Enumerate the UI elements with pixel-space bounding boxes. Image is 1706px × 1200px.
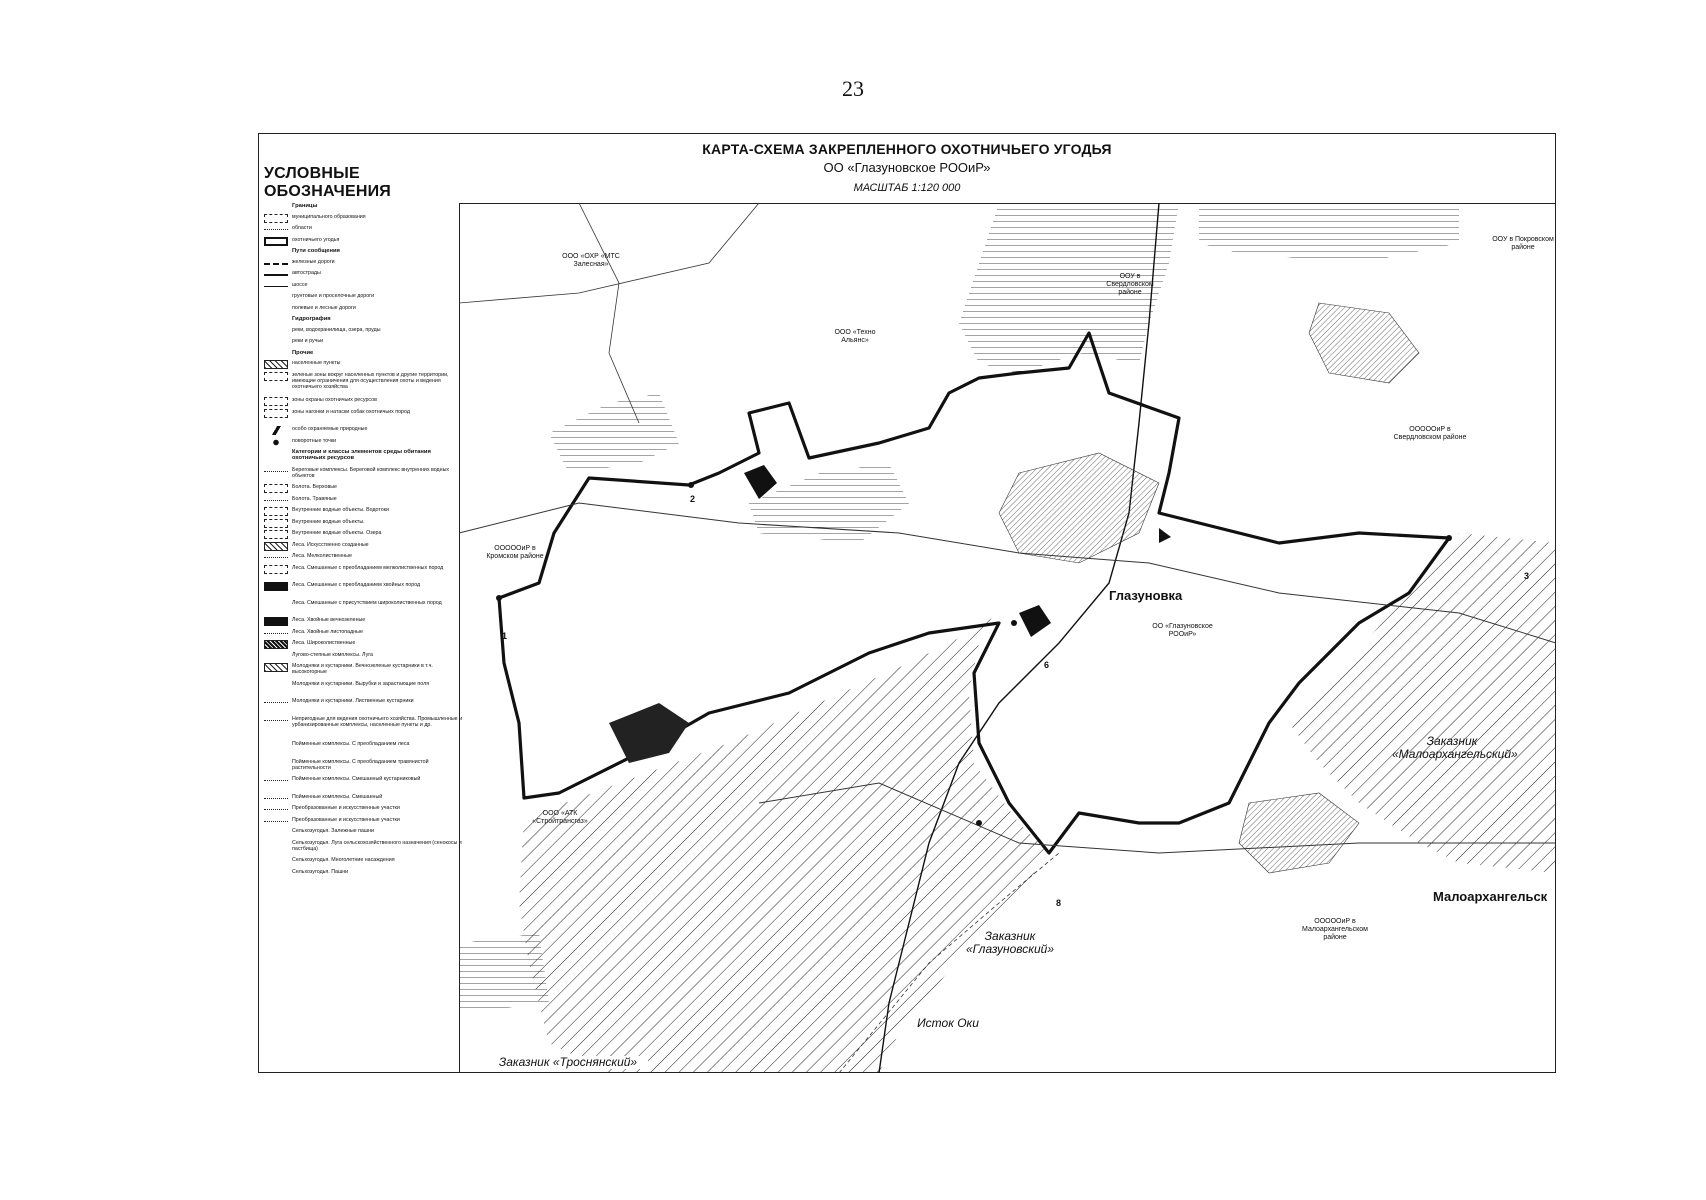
- legend-item-label: Границы: [292, 203, 318, 209]
- legend-item: [264, 372, 464, 396]
- legend-item: [264, 817, 464, 827]
- forest-dark-east: [1019, 605, 1051, 637]
- legend-item-label: Гидрография: [292, 316, 331, 322]
- legend-title: УСЛОВНЫЕ ОБОЗНАЧЕНИЯ: [264, 165, 391, 200]
- legend-item-label: зоны охраны охотничьих ресурсов: [292, 397, 377, 403]
- legend-item-label: Леса. Смешанные с присутствием широколиственных пород: [292, 599, 442, 606]
- label-ooooor-maloarkh: ОООООиР в Малоархангельском районе: [1302, 918, 1368, 941]
- legend-item-label: Пойменные комплексы. С преобладанием леса: [292, 741, 410, 747]
- legend-symbol-icon: [264, 305, 288, 314]
- legend-symbol-icon: [264, 360, 288, 369]
- legend-item: [264, 565, 464, 581]
- legend-item-label: Пути сообщения: [292, 248, 340, 254]
- marker-triangle: [1159, 528, 1171, 543]
- legend-item-label: Пойменные комплексы. С преобладанием травянистой растительности: [292, 758, 429, 771]
- legend-item: [264, 203, 464, 212]
- legend-item-label: Сельхозугодья. Луга сельскохозяйственного назначения (сенокосы и пастбища): [292, 839, 462, 852]
- legend-symbol-icon: [264, 274, 288, 276]
- legend-item-label: Лугово-степные комплексы. Луга: [292, 651, 373, 658]
- legend-symbol-icon: [264, 805, 288, 810]
- legend-symbol-icon: [264, 869, 288, 878]
- legend-item-label: Непригодные для ведения охотничьего хозяйства. Промышленные и урбанизированные комплексы, населенные пункты и др.: [292, 715, 463, 728]
- legend-item: [264, 530, 464, 540]
- legend-item-label: Сельхозугодья. Пашни: [292, 868, 349, 875]
- legend-symbol-icon: [264, 698, 288, 703]
- neighbour-centre-strip: [749, 463, 909, 543]
- legend-item-label: Болота. Верховые: [292, 484, 338, 490]
- settlement-atk: [609, 703, 689, 763]
- map-title: КАРТА-СХЕМА ЗАКРЕПЛЕННОГО ОХОТНИЧЬЕГО УГОДЬЯ: [702, 141, 1112, 157]
- legend-list: [264, 203, 464, 879]
- legend-item-label: Пойменные комплексы. Смешанный кустарниковый: [292, 776, 421, 782]
- legend-item: [264, 282, 464, 292]
- legend-item-label: населенные пункты: [292, 360, 341, 366]
- legend-item-label: железные дороги: [292, 258, 335, 265]
- label-zakaznik-maloarkh: Заказник «Малоархангельский»: [1392, 734, 1518, 761]
- legend-symbol-icon: [264, 203, 288, 212]
- legend-item: [264, 305, 464, 315]
- legend-symbol-icon: [264, 327, 288, 336]
- label-ooooor-sverdlovsk: ОООООиР в Свердловском районе: [1393, 426, 1467, 441]
- legend-symbol-icon: [264, 507, 288, 516]
- legend-item-label: поворотные точки: [292, 437, 337, 444]
- legend-item: [264, 248, 464, 257]
- legend-item-label: области: [292, 225, 312, 231]
- legend-symbol-icon: [264, 617, 288, 626]
- legend-symbol-icon: [264, 397, 288, 406]
- legend-item: [264, 857, 464, 867]
- legend-symbol-icon: [264, 640, 288, 649]
- turning-point-1: 1: [502, 631, 508, 641]
- legend-symbol-icon: [264, 438, 288, 447]
- legend-symbol-icon: [264, 817, 288, 822]
- neighbour-west-strip: [549, 393, 679, 473]
- legend-item: [264, 776, 464, 792]
- legend-item-label: охотничьего угодья: [292, 236, 340, 243]
- legend-item: [264, 270, 464, 280]
- legend-symbol-icon: [264, 857, 288, 866]
- legend-symbol-icon: [264, 225, 288, 230]
- label-oo-glazunovskoe: ОО «Глазуновское РООиР»: [1152, 623, 1213, 638]
- legend-item: [264, 484, 464, 494]
- legend-item: [264, 214, 464, 224]
- legend-item: [264, 519, 464, 529]
- legend-item-label: Пойменные комплексы. Смешанный: [292, 793, 383, 800]
- legend-symbol-icon: [264, 553, 288, 558]
- legend-item: [264, 652, 464, 662]
- legend-item: [264, 360, 464, 370]
- label-tekhno: ООО «Техно Альянс»: [834, 329, 876, 344]
- legend-item: [264, 716, 464, 740]
- legend-item: [264, 741, 464, 757]
- legend-symbol-icon: [264, 663, 288, 672]
- legend-item-label: Леса. Смешанные с преобладанием мелколиственных пород: [292, 564, 444, 571]
- legend-symbol-icon: [264, 681, 288, 690]
- page-number: 23: [842, 76, 864, 101]
- legend-item-label: Леса. Мелколиственные: [292, 553, 352, 559]
- settlement-maloarkhangelsk: [1239, 793, 1359, 873]
- legend-item-label: полевые и лесные дороги: [292, 304, 356, 311]
- legend-symbol-icon: [264, 652, 288, 661]
- legend-item-label: Молодняки и кустарники. Вырубки и зарастающие поля: [292, 680, 430, 687]
- legend-item: [264, 600, 464, 616]
- legend-item: [264, 237, 464, 247]
- label-istok-oki: Исток Оки: [917, 1016, 979, 1030]
- legend-item-label: особо охраняемые природные: [292, 426, 368, 432]
- legend-item: [264, 293, 464, 303]
- legend-symbol-icon: [264, 449, 288, 458]
- legend-item: [264, 759, 464, 775]
- legend-item-label: Леса. Искусственно созданные: [292, 541, 369, 548]
- legend-item: [264, 507, 464, 517]
- reserve-zone-glazunovsky: [519, 603, 1049, 1073]
- legend-symbol-icon: [264, 542, 288, 551]
- settlement-glazunovka: [999, 453, 1159, 563]
- legend-item-label: реки, водохранилища, озера, пруды: [292, 326, 381, 333]
- legend-item-label: Леса. Широколиственные: [292, 640, 356, 646]
- legend-item: [264, 438, 464, 448]
- legend-item-label: Болота. Травяные: [292, 495, 337, 502]
- legend-item-label: Сельхозугодья. Залежные пашни: [292, 828, 375, 834]
- legend-symbol-icon: [264, 214, 288, 223]
- legend-symbol-icon: [264, 316, 288, 325]
- legend-item: [264, 327, 464, 337]
- turning-point-3: 3: [1524, 571, 1530, 581]
- legend-item-label: грунтовые и проселочные дороги: [292, 293, 375, 299]
- legend-symbol-icon: [264, 741, 288, 750]
- legend-symbol-icon: [264, 293, 288, 302]
- turning-point-8: 8: [1056, 898, 1062, 908]
- label-atk: ООО «АТК «Стройтрансгаз»: [532, 810, 588, 825]
- legend-item: [264, 640, 464, 650]
- legend-symbol-icon: [264, 794, 288, 799]
- legend-symbol-icon: [264, 496, 288, 501]
- legend-item: [264, 350, 464, 359]
- legend-item-label: Леса. Смешанные с преобладанием хвойных пород: [292, 582, 421, 588]
- label-maloarkhangelsk: Малоархангельск: [1433, 889, 1548, 904]
- legend-symbol-icon: [264, 409, 288, 418]
- legend-item-label: Прочие: [292, 349, 314, 356]
- legend-symbol-icon: [264, 286, 288, 288]
- legend-item-label: автострады: [292, 270, 321, 276]
- legend-symbol-icon: [264, 600, 288, 609]
- legend-item-label: Сельхозугодья. Многолетние насаждения: [292, 857, 395, 863]
- legend-item: [264, 496, 464, 506]
- legend-item-label: Внутренние водные объекты. Озера: [292, 530, 382, 536]
- legend-item: [264, 225, 464, 235]
- legend-item-label: муниципального образования: [292, 213, 366, 220]
- label-ooooor-kromsk: ОООООиР в Кромском районе: [486, 545, 544, 560]
- legend-symbol-icon: [264, 629, 288, 634]
- legend-item-label: Категории и классы элементов среды обитания охотничьих ресурсов: [292, 449, 431, 461]
- legend-item-label: Леса. Хвойные листопадные: [292, 628, 363, 635]
- legend-item: [264, 617, 464, 627]
- label-zakaznik-trosnyan: Заказник «Троснянский»: [488, 1056, 648, 1069]
- legend-symbol-icon: [264, 263, 288, 265]
- legend-symbol-icon: [264, 828, 288, 837]
- legend-symbol-icon: [264, 716, 288, 721]
- legend-symbol-icon: [264, 759, 288, 768]
- legend-symbol-icon: [264, 582, 288, 591]
- legend-item-label: зоны нагонки и натаски собак охотничьих пород: [292, 408, 410, 415]
- map-scale: МАСШТАБ 1:120 000: [853, 182, 961, 194]
- legend-item-label: Молодняки и кустарники. Вечнозеленые кустарники в т.ч. высокогорные: [292, 663, 433, 675]
- legend-symbol-icon: [264, 248, 288, 257]
- legend: [264, 165, 464, 880]
- legend-symbol-icon: [264, 776, 288, 781]
- turning-point-2: 2: [690, 494, 696, 504]
- map-subtitle: ОО «Глазуновское РООиР»: [823, 160, 991, 175]
- settlement-north-east: [1309, 303, 1419, 383]
- legend-symbol-icon: [264, 519, 288, 528]
- legend-item: [264, 397, 464, 407]
- neighbour-sw-strip: [459, 933, 549, 1013]
- legend-item-label: Леса. Хвойные вечнозеленые: [292, 617, 366, 623]
- legend-item: [264, 316, 464, 325]
- turning-point-6: 6: [1044, 660, 1050, 670]
- legend-item-label: Внутренние водные объекты.: [292, 518, 365, 525]
- legend-item-label: Внутренние водные объекты. Водотоки: [292, 507, 389, 513]
- label-zakaznik-glazunov: Заказник «Глазуновский»: [966, 929, 1054, 956]
- legend-item: [264, 681, 464, 697]
- legend-item-label: Береговые комплексы. Береговой комплекс внутренних водных объектов: [292, 466, 450, 479]
- legend-item: [264, 409, 464, 425]
- legend-item: [264, 582, 464, 598]
- legend-item: [264, 805, 464, 815]
- legend-symbol-icon: [264, 467, 288, 472]
- legend-item: [264, 449, 464, 465]
- legend-item: [264, 553, 464, 563]
- legend-symbol-icon: [264, 565, 288, 574]
- legend-symbol-icon: [264, 484, 288, 493]
- legend-item: [264, 629, 464, 639]
- legend-item-label: зеленые зоны вокруг населенных пунктов и другие территории, имеющие ограничения для осуществления охоты и ведения охотничьего хозяйства: [292, 371, 449, 390]
- legend-symbol-icon: [264, 530, 288, 539]
- legend-symbol-icon: [264, 237, 288, 246]
- legend-item-label: Преобразованные и искусственные участки: [292, 805, 400, 811]
- legend-item: [264, 794, 464, 804]
- legend-item: [264, 698, 464, 714]
- legend-item: [264, 426, 464, 436]
- label-glazunovka: Глазуновка: [1109, 588, 1183, 603]
- legend-item: [264, 663, 464, 679]
- legend-symbol-icon: [264, 840, 288, 849]
- label-ooou-sverdlovsk: ООУ в Свердловском районе: [1106, 273, 1154, 296]
- road-north: [579, 203, 639, 423]
- legend-item: [264, 467, 464, 483]
- legend-symbol-icon: [264, 338, 288, 347]
- neighbour-northeast: [1199, 203, 1459, 263]
- legend-item-label: Преобразованные и искусственные участки: [292, 816, 400, 823]
- legend-item-label: шоссе: [292, 281, 308, 288]
- legend-item: [264, 828, 464, 838]
- legend-item: [264, 259, 464, 269]
- legend-symbol-icon: [264, 426, 288, 435]
- legend-item: [264, 840, 464, 856]
- legend-item: [264, 338, 464, 348]
- legend-item: [264, 542, 464, 552]
- legend-item: [264, 869, 464, 879]
- legend-item-label: Молодняки и кустарники. Лиственные кустарники: [292, 698, 414, 704]
- legend-item-label: реки и ручьи: [292, 338, 324, 344]
- legend-symbol-icon: [264, 350, 288, 359]
- label-okhr-mts: ООО «ОХР «МТС Залесная»: [562, 253, 620, 268]
- legend-symbol-icon: [264, 372, 288, 381]
- label-ooou-pokrovsk: ООУ в Покровском районе: [1492, 236, 1554, 251]
